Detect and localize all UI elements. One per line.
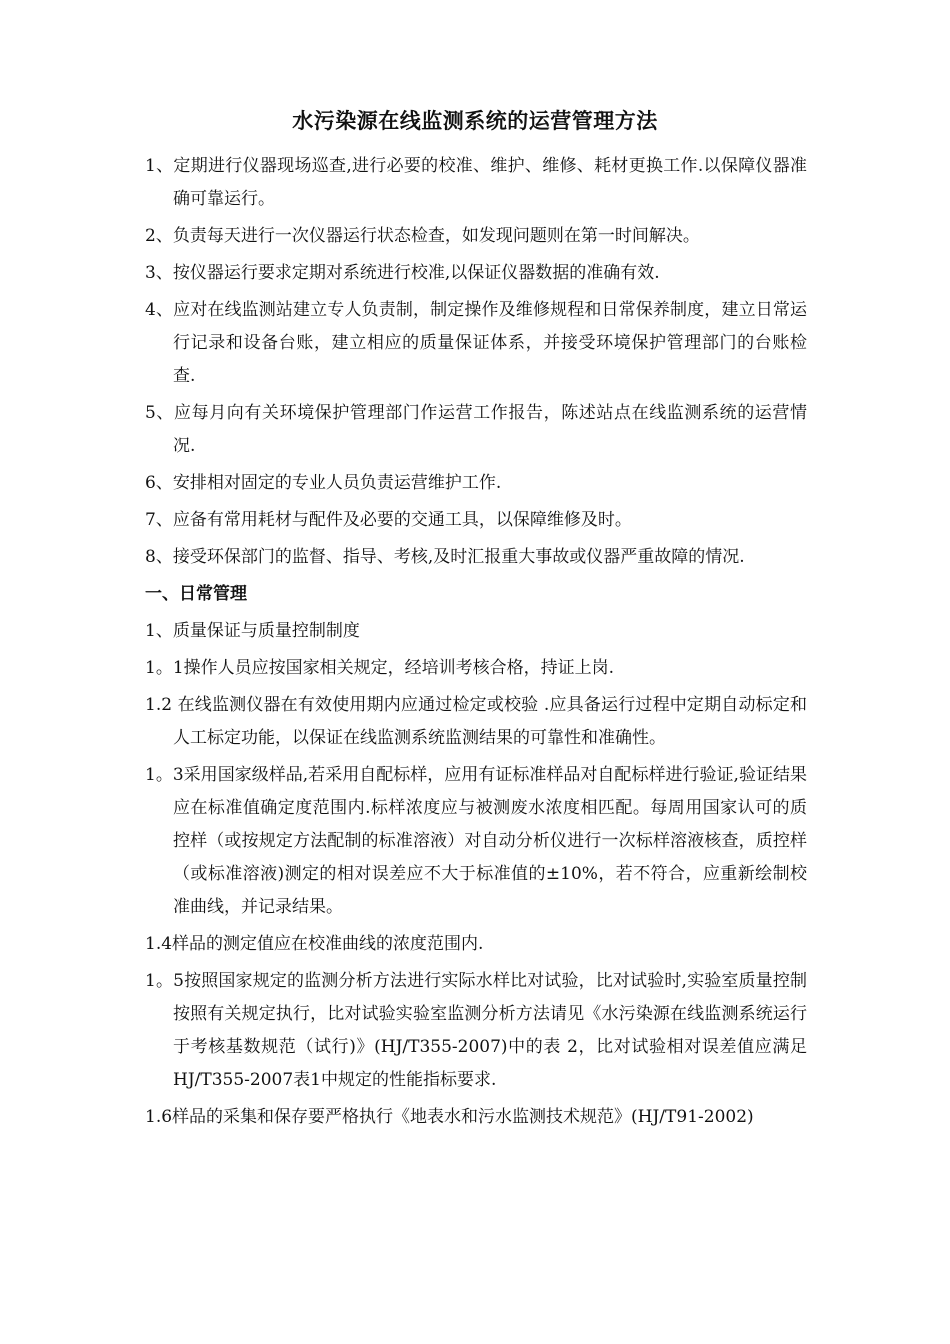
intro-item-2: 2、负责每天进行一次仪器运行状态检查，如发现问题则在第一时间解决。 <box>145 226 700 246</box>
sub-item-1-3: 1。3采用国家级样品,若采用自配标样，应用有证标准样品对自配标样进行验证,验证结果应在标准值确定度范围内.标样浓度应与被测废水浓度相匹配。每周用国家认可的质控样（或按规定方法配制的标准溶液）对自动分析仪进行一次标样溶液核查，质控样（或标准溶液)测定的相对误差应不大于标准值的±10%，若不符合，应重新绘制校准曲线，并记录结果。 <box>145 765 807 917</box>
intro-item-5: 5、应每月向有关环境保护管理部门作运营工作报告，陈述站点在线监测系统的运营情况. <box>145 403 807 456</box>
intro-item-1: 1、定期进行仪器现场巡查,进行必要的校准、维护、维修、耗材更换工作.以保障仪器准确可靠运行。 <box>145 156 807 209</box>
section-heading: 一、日常管理 <box>145 584 247 604</box>
sub-item-1-4: 1.4样品的测定值应在校准曲线的浓度范围内. <box>145 934 484 954</box>
intro-item-6: 6、安排相对固定的专业人员负责运营维护工作. <box>145 473 502 493</box>
subsection-heading: 1、质量保证与质量控制制度 <box>145 621 360 641</box>
intro-item-7: 7、应备有常用耗材与配件及必要的交通工具，以保障维修及时。 <box>145 510 632 530</box>
intro-item-3: 3、按仪器运行要求定期对系统进行校准,以保证仪器数据的准确有效. <box>145 263 660 283</box>
intro-item-8: 8、接受环保部门的监督、指导、考核,及时汇报重大事故或仪器严重故障的情况. <box>145 547 745 567</box>
intro-item-4: 4、应对在线监测站建立专人负责制，制定操作及维修规程和日常保养制度，建立日常运行记录和设备台账，建立相应的质量保证体系，并接受环境保护管理部门的台账检查. <box>145 300 807 386</box>
document-title: 水污染源在线监测系统的运营管理方法 <box>292 108 658 133</box>
sub-item-1-2: 1.2 在线监测仪器在有效使用期内应通过检定或校验 .应具备运行过程中定期自动标定和人工标定功能，以保证在线监测系统监测结果的可靠性和准确性。 <box>145 695 807 748</box>
document-body <box>145 150 807 1138</box>
sub-item-1-5: 1。5按照国家规定的监测分析方法进行实际水样比对试验，比对试验时,实验室质量控制按照有关规定执行，比对试验实验室监测分析方法请见《水污染源在线监测系统运行于考核基数规范（试行)》(HJ/T355-2007)中的表 2，比对试验相对误差值应满足HJ/T355-2007表1中规定的性能指标要求. <box>145 971 807 1090</box>
sub-item-1-6: 1.6样品的采集和保存要严格执行《地表水和污水监测技术规范》(HJ/T91-2002) <box>145 1107 754 1127</box>
sub-item-1-1: 1。1操作人员应按国家相关规定，经培训考核合格，持证上岗. <box>145 658 615 678</box>
